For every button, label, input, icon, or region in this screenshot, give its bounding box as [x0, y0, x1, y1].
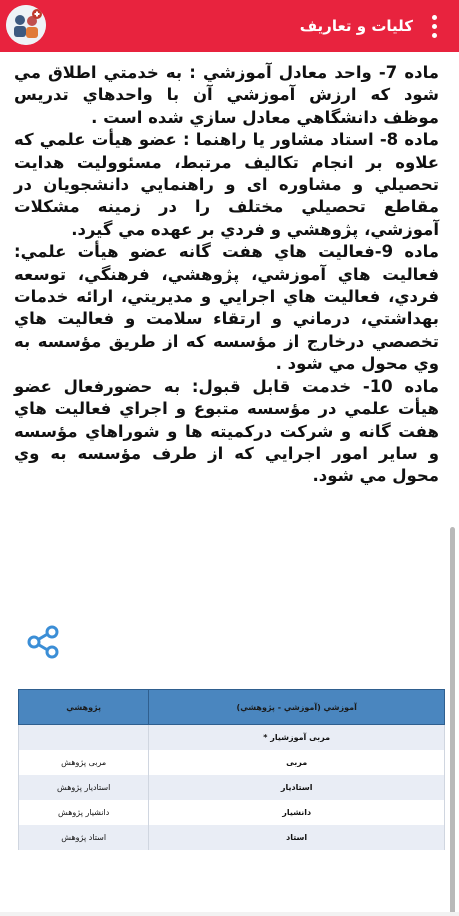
- article-paragraph: ماده 8- استاد مشاور يا راهنما : عضو هيأت علمي كه علاوه بر انجام تكاليف مرتبط، مسئووليت هدايت تحصيلي و مشاوره اى و راهنمايي دانشجويان در مقاطع تحصيلي مختلف را در زمينه مشكلات آموزشي، پژوهشي و فردي بر عهده مي گيرد.: [14, 130, 439, 239]
- content-area[interactable]: [0, 52, 459, 916]
- table-row: [19, 725, 445, 751]
- table-cell: دانشیار پژوهش: [19, 800, 149, 825]
- table-cell: [19, 725, 149, 751]
- overflow-menu-button[interactable]: [424, 0, 444, 52]
- table-cell: مربی: [149, 750, 445, 775]
- table-cell: دانشیار: [149, 800, 445, 825]
- table-header-teaching: آموزشي (آموزشي - پژوهشي): [149, 690, 445, 725]
- app-bar: [0, 0, 459, 52]
- bottom-edge: [0, 912, 459, 916]
- table-cell: مربی پژوهش: [19, 750, 149, 775]
- table-cell: استاد پژوهش: [19, 825, 149, 850]
- table-cell: استادیار: [149, 775, 445, 800]
- table-cell: استادیار پژوهش: [19, 775, 149, 800]
- table-header-research: پژوهشي: [19, 690, 149, 725]
- app-logo: [6, 5, 46, 45]
- article-paragraph: ماده 7- واحد معادل آموزشي : به خدمتي اطلاق مي شود كه ارزش آموزشي آن با واحدهاي تدريس موظف دانشگاهي معادل سازي شده است .: [14, 63, 439, 127]
- menu-dot-icon: [432, 33, 437, 38]
- share-icon: [25, 624, 61, 660]
- article-paragraph: ماده 10- خدمت قابل قبول: به حضورفعال عضو هيأت علمي در مؤسسه متبوع و اجراي فعاليت هاي هفت گانه و شركت دركميته ها و شوراهاي مؤسسه و ساير امور اجرايي كه از طرف مؤسسه به وي محول مي شود.: [14, 376, 439, 486]
- table-header-row: [19, 690, 445, 725]
- article-paragraph: ماده 9-فعاليت هاي هفت گانه عضو هيأت علمي: فعاليت هاي آموزشي، پژوهشي، فرهنگي، توسعه فردي، فعاليت هاي اجرايي و مديريتي، ارائه خدمات بهداشتي، درماني و ارتقاء سلامت و فعاليت هاي تخصصي درخارج از مؤسسه كه از طريق مؤسسه به وي محول مي شود .: [14, 242, 439, 374]
- menu-dot-icon: [432, 15, 437, 20]
- table-cell: مربی آموزشیار *: [149, 725, 445, 751]
- share-button[interactable]: [25, 624, 61, 660]
- article-text: [14, 62, 439, 488]
- table-cell: استاد: [149, 825, 445, 850]
- page-title: كليات و تعاريف: [299, 17, 413, 35]
- table-row: [19, 825, 445, 850]
- logo-image: [6, 5, 46, 45]
- vertical-scrollbar[interactable]: [450, 527, 455, 916]
- academic-ranks-table: [18, 689, 445, 850]
- table-row: [19, 800, 445, 825]
- table-row: [19, 750, 445, 775]
- table-row: [19, 775, 445, 800]
- menu-dot-icon: [432, 24, 437, 29]
